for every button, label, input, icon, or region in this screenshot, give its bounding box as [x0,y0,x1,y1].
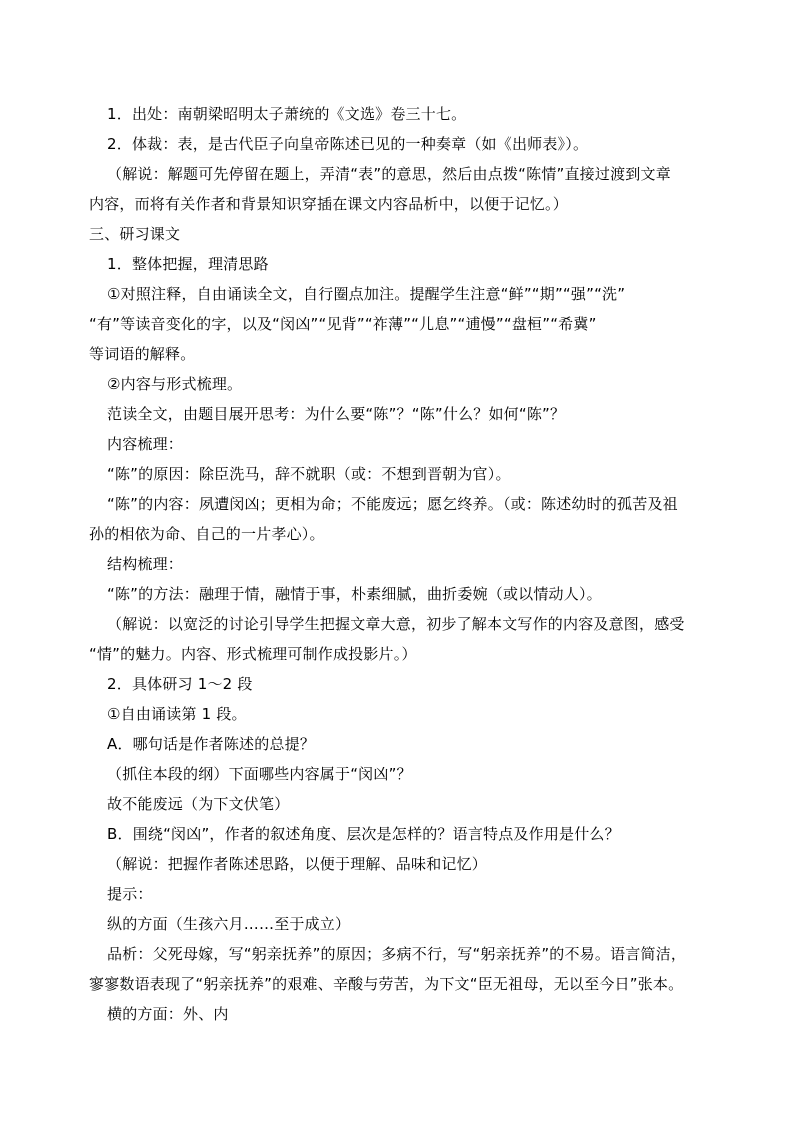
text-line: 品析：父死母嫁，写“躬亲抚养”的原因；多病不行，写“躬亲抚养”的不易。语言简洁， [107,945,687,963]
text-line: 横的方面：外、内 [107,1005,229,1023]
text-line: （解说：解题可先停留在题上，弄清“表”的意思，然后由点拨“陈情”直接过渡到文章 [107,165,671,183]
document-body [89,99,719,1029]
text-line: ②内容与形式梳理。 [107,375,243,393]
text-line: 故不能废远（为下文伏笔） [107,795,290,813]
text-line: （解说：把握作者陈述思路，以便于理解、品味和记忆） [107,855,488,873]
text-line: “陈”的原因：除臣洗马，辞不就职（或：不想到晋朝为官）。 [107,465,511,483]
text-line: A．哪句话是作者陈述的总提？ [107,735,316,753]
text-line: （抓住本段的纲）下面哪些内容属于“闵凶”？ [107,765,412,783]
text-line: （解说：以宽泛的讨论引导学生把握文章大意，初步了解本文写作的内容及意图，感受 [107,615,685,633]
text-line: “陈”的内容：夙遭闵凶；更相为命；不能废远；愿乞终养。（或：陈述幼时的孤苦及祖 [107,495,678,513]
text-line: 2．体裁：表，是古代臣子向皇帝陈述已见的一种奏章（如《出师表》）。 [107,135,589,153]
text-line: 等词语的解释。 [89,345,196,363]
text-line: 范读全文，由题目展开思考：为什么要“陈”？“陈”什么？如何“陈”？ [107,405,566,423]
text-line: ①对照注释，自由诵读全文，自行圈点加注。提醒学生注意“鲜”“期”“强”“洗” [107,285,626,303]
text-line: 孙的相依为命、自己的一片孝心）。 [89,525,325,543]
text-line: 2．具体研习 1～2 段 [107,675,253,693]
text-line: 结构梳理： [107,555,184,573]
text-line: 纵的方面（生孩六月……至于成立） [107,915,351,933]
text-line: 1．出处：南朝梁昭明太子萧统的《文选》卷三十七。 [107,105,467,123]
text-line: 提示： [107,885,153,903]
text-line: 三、研习课文 [89,225,181,243]
text-line: 内容梳理： [107,435,184,453]
text-line: 寥寥数语表现了“躬亲抚养”的艰难、辛酸与劳苦，为下文“臣无祖母，无以至今日”张本。 [89,975,684,993]
text-line: “陈”的方法：融理于情，融情于事，朴素细腻，曲折委婉（或以情动人）。 [107,585,602,603]
text-line: B．围绕“闵凶”，作者的叙述角度、层次是怎样的？语言特点及作用是什么？ [107,825,620,843]
text-line: “有”等读音变化的字，以及“闵凶”“见背”“祚薄”“儿息”“逋慢”“盘桓”“希冀” [89,315,597,333]
text-line: 内容，而将有关作者和背景知识穿插在课文内容品析中，以便于记忆。） [89,195,568,213]
text-line: 1．整体把握，理清思路 [107,255,269,273]
text-line: “情”的魅力。内容、形式梳理可制作成投影片。） [89,645,417,663]
text-line: ①自由诵读第 1 段。 [107,705,247,723]
